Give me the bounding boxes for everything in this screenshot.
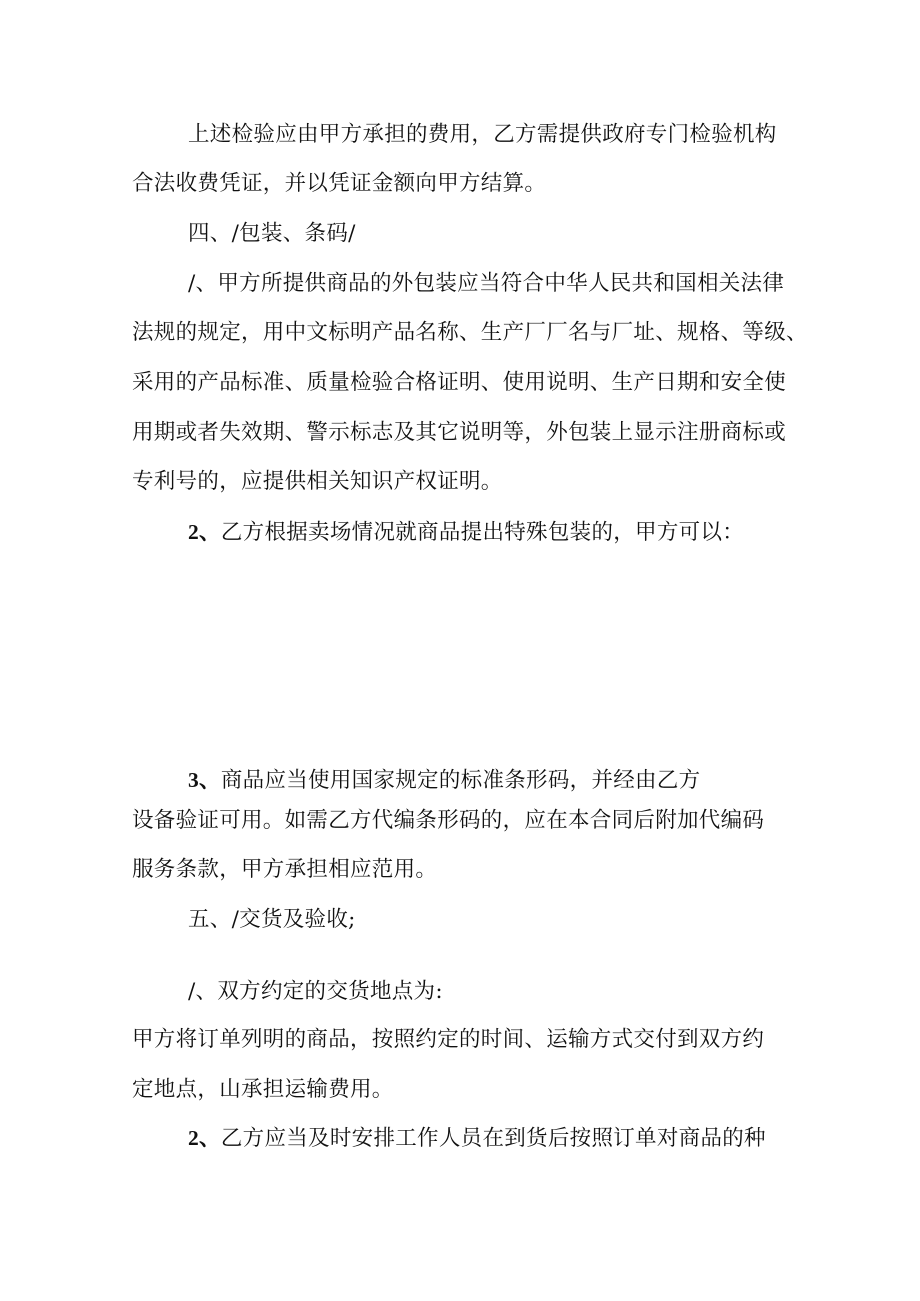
item-text: 乙方应当及时安排工作人员在到货后按照订单对商品的种 xyxy=(220,1126,766,1151)
paragraph-line: /、双方约定的交货地点为: xyxy=(188,979,443,1004)
item-2-line xyxy=(188,517,744,548)
item-number: 2、 xyxy=(188,1126,221,1150)
paragraph-line: 上述检验应由甲方承担的费用，乙方需提供政府专门检验机构 xyxy=(188,122,777,147)
paragraph-line: 用期或者失效期、警示标志及其它说明等，外包装上显示注册商标或 xyxy=(132,420,787,445)
paragraph-line: 定地点，山承担运输费用。 xyxy=(132,1077,394,1102)
item-number: 2、 xyxy=(188,520,221,544)
paragraph-line: 合法收费凭证，并以凭证金额向甲方结算。 xyxy=(132,171,547,196)
item-3-line xyxy=(188,765,700,796)
item-2-line xyxy=(188,1123,766,1154)
item-number: 3、 xyxy=(188,768,221,792)
paragraph-line: 法规的规定，用中文标明产品名称、生产厂厂名与厂址、规格、等级、 xyxy=(132,320,808,345)
paragraph-line: 专利号的，应提供相关知识产权证明。 xyxy=(132,469,503,494)
section-heading-4: 四、/包装、条码/ xyxy=(188,221,356,246)
paragraph-line: 设备验证可用。如需乙方代编条形码的，应在本合同后附加代编码 xyxy=(132,808,765,833)
paragraph-line: /、甲方所提供商品的外包装应当符合中华人民共和国相关法律 xyxy=(188,271,785,296)
paragraph-line: 服务条款，甲方承担相应范用。 xyxy=(132,857,438,882)
paragraph-line: 采用的产品标准、质量检验合格证明、使用说明、生产日期和安全使 xyxy=(132,370,787,395)
item-text: 商品应当使用国家规定的标准条形码，并经由乙方 xyxy=(220,768,701,793)
item-text: 乙方根据卖场情况就商品提出特殊包装的，甲方可以： xyxy=(220,520,745,545)
section-heading-5: 五、/交货及验收; xyxy=(188,907,356,932)
paragraph-line: 甲方将订单列明的商品，按照约定的时间、运输方式交付到双方约 xyxy=(132,1027,765,1052)
